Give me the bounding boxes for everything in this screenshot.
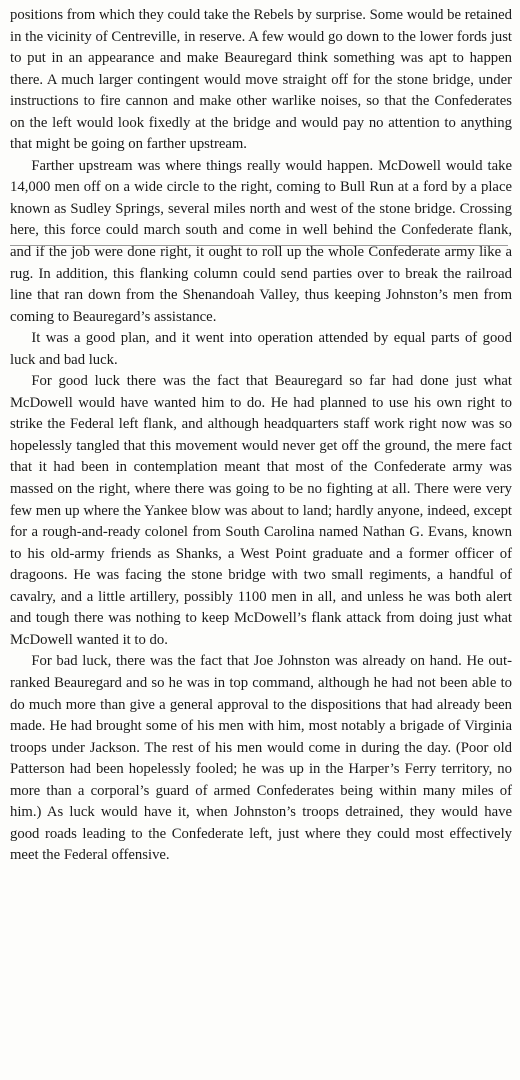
paragraph-1: positions from which they could take the Rebels by surprise. Some would be retained in the vicinity of Centreville, in reserve. A few would go down to the lower fords just to put in an appearance and make Beauregard think something was apt to happen there. A much larger contingent would move straight off for the stone bridge, under instructions to fire cannon and make other warlike noises, so that the Confederates on the left would look fixedly at the bridge and would pay no attention to anything that might be going on farther upstream. [10,7,512,153]
scan-line [10,245,508,246]
paragraph-3: It was a good plan, and it went into operation attended by equal parts of good luck and bad luck. [10,330,512,368]
paragraph-4: For good luck there was the fact that Beauregard so far had done just what McDowell would have wanted him to do. He had planned to use his own right to strike the Federal left flank, and although headquarters staff work right now was so hopelessly tangled that this movement would never get off the ground, the mere fact that it had been in contemplation meant that most of the Confederate army was massed on the right, where there was going to be no fighting at all. There were very few men up where the Yankee blow was about to land; hardly anyone, indeed, except for a rough-and-ready colonel from South Carolina named Nathan G. Evans, known to his old-army friends as Shanks, a West Point graduate and a former officer of dragoons. He was facing the stone bridge with two small regiments, a handful of cavalry, and a little artillery, possibly 1100 men in all, and unless he was both alert and tough there was nothing to keep McDowell’s flank attack from doing just what McDowell wanted it to do. [10,373,512,648]
paragraph-5: For bad luck, there was the fact that Joe Johnston was already on hand. He out-ranked Beauregard and so he was in top command, although he had not been able to do much more than give a general approval to the dispositions that had already been made. He had brought some of his men with him, most notably a brigade of Virginia troops under Jackson. The rest of his men would come in during the day. (Poor old Patterson had been hopelessly fooled; he was up in the Harper’s Ferry territory, no more than a corporal’s guard of armed Confederates being within many miles of him.) As luck would have it, when Johnston’s troops detrained, they would have good roads leading to the Confederate left, just where they could most effectively meet the Federal offensive. [10,653,512,864]
paragraph-2: Farther upstream was where things really would happen. McDowell would take 14,000 men off on a wide circle to the right, coming to Bull Run at a ford by a place known as Sudley Springs, several miles north and west of the stone bridge. Crossing here, this force could march south and come in well behind the Confederate flank, and if the job were done right, it ought to roll up the whole Confederate army like a rug. In addition, this flanking column could send parties over to break the railroad line that ran down from the Shenandoah Valley, thus keeping Johnston’s men from coming to Beauregard’s assistance. [10,157,512,325]
body-text [10,5,512,867]
